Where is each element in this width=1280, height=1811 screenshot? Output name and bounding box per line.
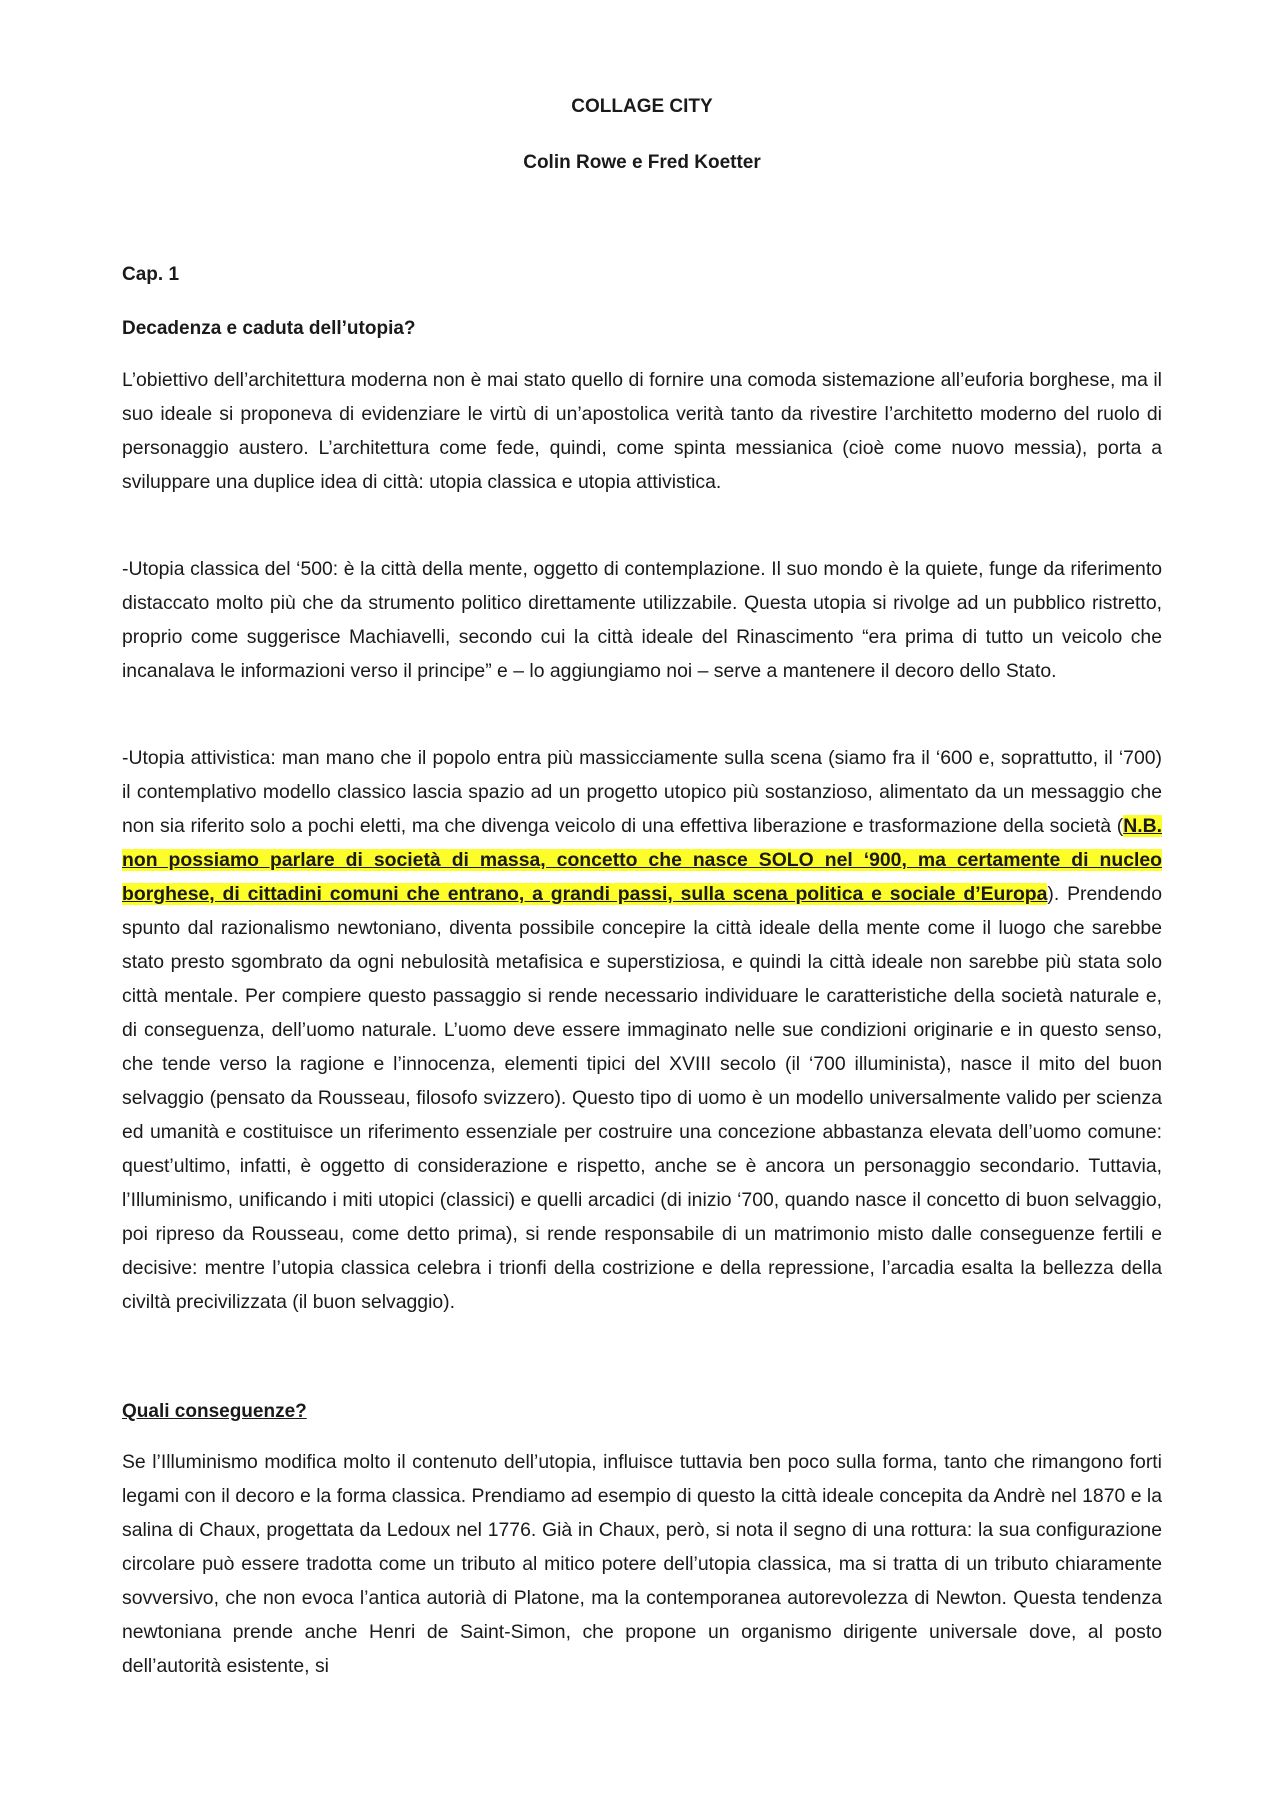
subheading-quali-conseguenze: Quali conseguenze?: [122, 1401, 307, 1422]
paragraph-intro: L’obiettivo dell’architettura moderna non è mai stato quello di fornire una comoda sistemazione all’euforia borghese, ma il suo ideale si proponeva di evidenziare le virtù di un’apostolica verità tanto da rivestire l’architetto moderno del ruolo di personaggio austero. L’architettura come fede, quindi, come spinta messianica (cioè come nuovo messia), porta a sviluppare una duplice idea di città: utopia classica e utopia attivistica.: [122, 369, 1162, 493]
document-title: COLLAGE CITY: [571, 96, 713, 117]
section-heading: Decadenza e caduta dell’utopia?: [122, 318, 416, 339]
paragraph-text-after-highlight: ). Prendendo spunto dal razionalismo newtoniano, diventa possibile concepire la città ideale della mente come il luogo che sarebbe stato presto sgombrato da ogni nebulosità metafisica e superstiziosa, e quindi la città ideale non sarebbe più stata solo città mentale. Per compiere questo passaggio si rende necessario individuare le caratteristiche della società naturale e, di conseguenza, dell’uomo naturale. L’uomo deve essere immaginato nelle sue condizioni originarie e in questo senso, che tende verso la ragione e l’innocenza, elementi tipici del XVIII secolo (il ‘700 illuminista), nasce il mito del buon selvaggio (pensato da Rousseau, filosofo svizzero). Questo tipo di uomo è un modello universalmente valido per scienza ed umanità e costituisce un riferimento essenziale per costruire una concezione abbastanza elevata dell’uomo comune: quest’ultimo, infatti, è oggetto di considerazione e rispetto, anche se è ancora un personaggio secondario. Tuttavia, l’Illuminismo, unificando i miti utopici (classici) e quelli arcadici (di inizio ‘700, quando nasce il concetto di buon selvaggio, poi ripreso da Rousseau, come detto prima), si rende responsabile di un matrimonio misto dalle conseguenze fertili e decisive: mentre l’utopia classica celebra i trionfi della costrizione e della repressione, l’arcadia esalta la bellezza della civiltà precivilizzata (il buon selvaggio).: [122, 883, 1162, 1313]
document-authors: Colin Rowe e Fred Koetter: [523, 152, 761, 173]
paragraph-text-before-highlight: -Utopia attivistica: man mano che il popolo entra più massicciamente sulla scena (siamo fra il ‘600 e, soprattutto, il ‘700) il contemplativo modello classico lascia spazio ad un progetto utopico più sostanzioso, alimentato da un messaggio che non sia riferito solo a pochi eletti, ma che divenga veicolo di una effettiva liberazione e trasformazione della società (: [122, 747, 1162, 837]
paragraph-conseguenze: Se l’Illuminismo modifica molto il contenuto dell’utopia, influisce tuttavia ben poco sulla forma, tanto che rimangono forti legami con il decoro e la forma classica. Prendiamo ad esempio di questo la città ideale concepita da Andrè nel 1870 e la salina di Chaux, progettata da Ledoux nel 1776. Già in Chaux, però, si nota il segno di una rottura: la sua configurazione circolare può essere tradotta come un tributo al mitico potere dell’utopia classica, ma si tratta di un tributo chiaramente sovversivo, che non evoca l’antica autorià di Platone, ma la contemporanea autorevolezza di Newton. Questa tendenza newtoniana prende anche Henri de Saint-Simon, che propone un organismo dirigente universale dove, al posto dell’autorità esistente, si: [122, 1451, 1162, 1677]
paragraph-utopia-attivistica: [122, 741, 1162, 1319]
chapter-heading: Cap. 1: [122, 264, 180, 285]
paragraph-utopia-classica: -Utopia classica del ‘500: è la città della mente, oggetto di contemplazione. Il suo mondo è la quiete, funge da riferimento distaccato molto più che da strumento politico direttamente utilizzabile. Questa utopia si rivolge ad un pubblico ristretto, proprio come suggerisce Machiavelli, secondo cui la città ideale del Rinascimento “era prima di tutto un veicolo che incanalava le informazioni verso il principe” e – lo aggiungiamo noi – serve a mantenere il decoro dello Stato.: [122, 558, 1162, 682]
highlighted-note: N.B. non possiamo parlare di società di massa, concetto che nasce SOLO nel ‘900, ma certamente di nucleo borghese, di cittadini comuni che entrano, a grandi passi, sulla scena politica e sociale d’Europa: [122, 815, 1162, 905]
